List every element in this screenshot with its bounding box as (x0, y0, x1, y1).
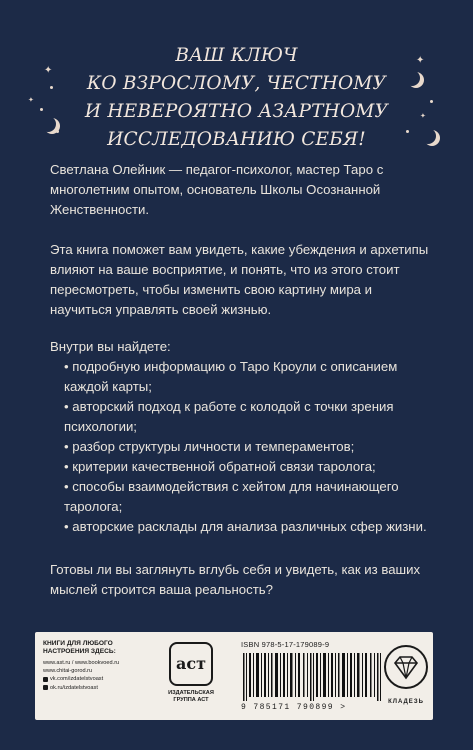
isbn-text: ISBN 978-5-17-179089-9 (241, 640, 330, 649)
author-intro (50, 160, 430, 220)
sparkle-icon: ✦ (420, 113, 426, 120)
ast-logo-caption: ИЗДАТЕЛЬСКАЯ ГРУППА АСТ (168, 690, 214, 703)
headline-line: ВАШ КЛЮЧ (175, 45, 298, 66)
author-intro-text: Светлана Олейник — педагог-психолог, мастер Таро с многолетним опытом, основатель Школы Осознанной Женственности. (50, 162, 384, 217)
sparkle-icon: ✦ (28, 97, 34, 104)
list-item: • критерии качественной обратной связи таролога; (64, 459, 376, 474)
social-link-text: vk.com/izdatelstvoast (50, 676, 104, 683)
ok-icon (43, 685, 48, 690)
social-link-vk[interactable] (43, 675, 153, 683)
book-about-text: Эта книга поможет вам увидеть, какие убеждения и архетипы влияют на ваше восприятие, и понять, что из этого стоит пересмотреть, чтобы изменить свою картину мира и научиться управлять своей жизнью. (50, 242, 429, 317)
list-item: • авторские расклады для анализа различных сфер жизни. (64, 519, 427, 534)
crescent-moon-icon (420, 128, 436, 144)
closing-question (50, 560, 430, 600)
star-dot-icon (50, 86, 53, 89)
inside-intro: Внутри вы найдете: (50, 339, 171, 354)
list-item: • способы взаимодействия с хейтом для начинающего таролога; (64, 479, 399, 514)
star-dot-icon (56, 130, 59, 133)
sparkle-icon: ✦ (416, 55, 425, 66)
headline-line: И НЕВЕРОЯТНО АЗАРТНОМУ (84, 101, 389, 122)
list-item: • подробную информацию о Таро Кроули с описанием каждой карты; (64, 359, 398, 394)
headline (60, 42, 413, 154)
kladez-logo (381, 644, 431, 705)
book-about (50, 240, 430, 320)
ast-logo-mark: аст (169, 642, 213, 686)
closing-text: Готовы ли вы заглянуть вглубь себя и увидеть, как из ваших мыслей строится ваша реальность? (50, 562, 421, 597)
website-link[interactable]: www.ast.ru / www.bookvoed.ru (43, 660, 120, 666)
crescent-moon-icon (40, 116, 56, 132)
diamond-icon (383, 644, 429, 690)
website-link[interactable]: www.chitai-gorod.ru (43, 668, 93, 675)
bottom-info-panel (35, 632, 433, 720)
vk-icon (43, 677, 48, 682)
kladez-label: КЛАДЕЗЬ (388, 699, 424, 705)
books-title: КНИГИ ДЛЯ ЛЮБОГО НАСТРОЕНИЯ ЗДЕСЬ: (43, 640, 116, 655)
star-dot-icon (40, 108, 43, 111)
sparkle-icon: ✦ (44, 65, 53, 76)
headline-line: ИССЛЕДОВАНИЮ СЕБЯ! (107, 129, 366, 150)
barcode-number: 9 785171 790899 > (241, 703, 347, 712)
social-link-ok[interactable] (43, 684, 153, 692)
inside-section (50, 337, 430, 537)
list-item: • разбор структуры личности и темпераментов; (64, 439, 355, 454)
inside-list (50, 357, 430, 537)
publisher-links (43, 659, 153, 692)
social-link-text: ok.ru/izdatelstvoast (50, 684, 98, 691)
list-item: • авторский подход к работе с колодой с точки зрения психологии; (64, 399, 394, 434)
headline-line: КО ВЗРОСЛОМУ, ЧЕСТНОМУ (86, 73, 387, 94)
ast-logo (161, 642, 221, 712)
star-dot-icon (430, 100, 433, 103)
barcode-icon (243, 653, 383, 701)
